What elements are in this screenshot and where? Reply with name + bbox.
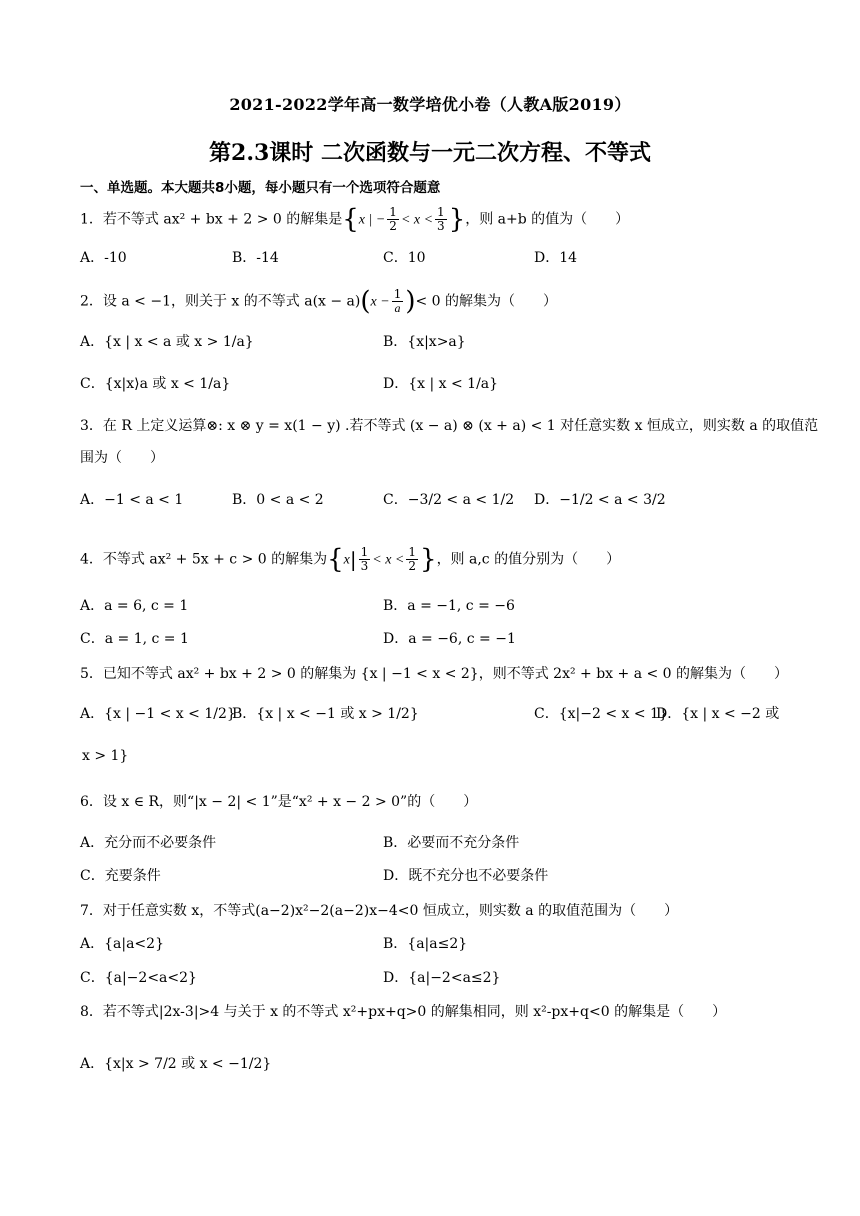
question-6-option-a: A．充分而不必要条件 xyxy=(80,835,217,851)
question-2-option-c: C．{x|x⟩a 或 x < 1/a} xyxy=(80,376,231,392)
question-4-option-a: A．a = 6, c = 1 xyxy=(80,598,189,614)
question-6-option-c: C．充要条件 xyxy=(80,868,161,884)
question-5-option-b: B．{x | x < −1 或 x > 1/2} xyxy=(232,706,419,722)
question-4-option-b: B．a = −1, c = −6 xyxy=(383,598,515,614)
lesson-title: 第2.3课时 二次函数与一元二次方程、不等式 xyxy=(209,140,651,166)
question-1-stem: 1．若不等式 ax² + bx + 2 > 0 的解集是 xyxy=(80,211,343,228)
paper-title: 2021-2022学年高一数学培优小卷（人教A版2019） xyxy=(229,95,631,114)
question-5-option-d-continuation: x > 1} xyxy=(82,748,129,764)
question-7-option-b: B．{a|a≤2} xyxy=(383,936,468,952)
question-7: 7．对于任意实数 x，不等式(a−2)x²−2(a−2)x−4<0 恒成立，则实数 a 的取值范围为（ ） xyxy=(80,903,679,919)
question-1-option-b: B．-14 xyxy=(232,250,279,266)
question-4-option-c: C．a = 1, c = 1 xyxy=(80,631,189,647)
question-5-option-a: A．{x | −1 < x < 1/2} xyxy=(80,706,236,722)
question-7-option-c: C．{a|−2<a<2} xyxy=(80,970,197,986)
section-heading: 一、单选题。本大题共8小题，每小题只有一个选项符合题意 xyxy=(80,180,441,196)
question-2-option-a: A．{x | x < a 或 x > 1/a} xyxy=(80,334,254,350)
question-4-stem: 4．不等式 ax² + 5x + c > 0 的解集为 xyxy=(80,551,328,568)
question-8: 8．若不等式|2x-3|>4 与关于 x 的不等式 x²+px+q>0 的解集相同，则 x²-px+q<0 的解集是（ ） xyxy=(80,1004,727,1020)
question-5: 5．已知不等式 ax² + bx + 2 > 0 的解集为 {x | −1 < x < 2}，则不等式 2x² + bx + a < 0 的解集为（ ） xyxy=(80,666,789,682)
question-5-option-c: C．{x|−2 < x < 1} xyxy=(534,706,668,722)
question-1: 1．若不等式 ax² + bx + 2 > 0 的解集是{x | − $\frac{1}{2}$ < x < $\frac{1}{3}$ }，则 a+b 的值为（ ） xyxy=(80,204,630,235)
question-5-option-d: D．{x | x < −2 或 xyxy=(656,706,780,722)
question-2: 2．设 a < −1，则关于 x 的不等式 a(x − a)(x − $\frac{1}{a}$ )< 0 的解集为（ ） xyxy=(80,286,558,317)
question-3-option-a: A．−1 < a < 1 xyxy=(80,492,184,508)
question-2-option-b: B．{x|x>a} xyxy=(383,334,466,350)
question-3-continuation: 围为（ ） xyxy=(80,450,164,466)
question-4-option-d: D．a = −6, c = −1 xyxy=(383,631,516,647)
question-1-option-a: A．-10 xyxy=(80,250,127,266)
question-8-option-a: A．{x|x > 7/2 或 x < −1/2} xyxy=(80,1056,272,1072)
question-6-option-b: B．必要而不充分条件 xyxy=(383,835,520,851)
question-6: 6．设 x ∈ R，则“|x − 2| < 1”是“x² + x − 2 > 0”的（ ） xyxy=(80,794,478,810)
question-3-option-c: C．−3/2 < a < 1/2 xyxy=(383,492,515,508)
question-6-option-d: D．既不充分也不必要条件 xyxy=(383,868,549,884)
question-1-option-d: D．14 xyxy=(534,250,578,266)
question-1-option-c: C．10 xyxy=(383,250,426,266)
question-4: 4．不等式 ax² + 5x + c > 0 的解集为{x| $\frac{1}{3}$ < x < $\frac{1}{2}$ }，则 a,c 的值分别为（ ） xyxy=(80,544,621,575)
question-3-option-d: D．−1/2 < a < 3/2 xyxy=(534,492,666,508)
question-3: 3．在 R 上定义运算⊗: x ⊗ y = x(1 − y) .若不等式 (x − a) ⊗ (x + a) < 1 对任意实数 x 恒成立，则实数 a 的取值范 xyxy=(80,418,819,434)
question-7-option-a: A．{a|a<2} xyxy=(80,936,164,952)
question-2-stem: 2．设 a < −1，则关于 x 的不等式 a(x − a) xyxy=(80,293,361,310)
question-3-option-b: B．0 < a < 2 xyxy=(232,492,324,508)
question-7-option-d: D．{a|−2<a≤2} xyxy=(383,970,501,986)
question-2-option-d: D．{x | x < 1/a} xyxy=(383,376,499,392)
